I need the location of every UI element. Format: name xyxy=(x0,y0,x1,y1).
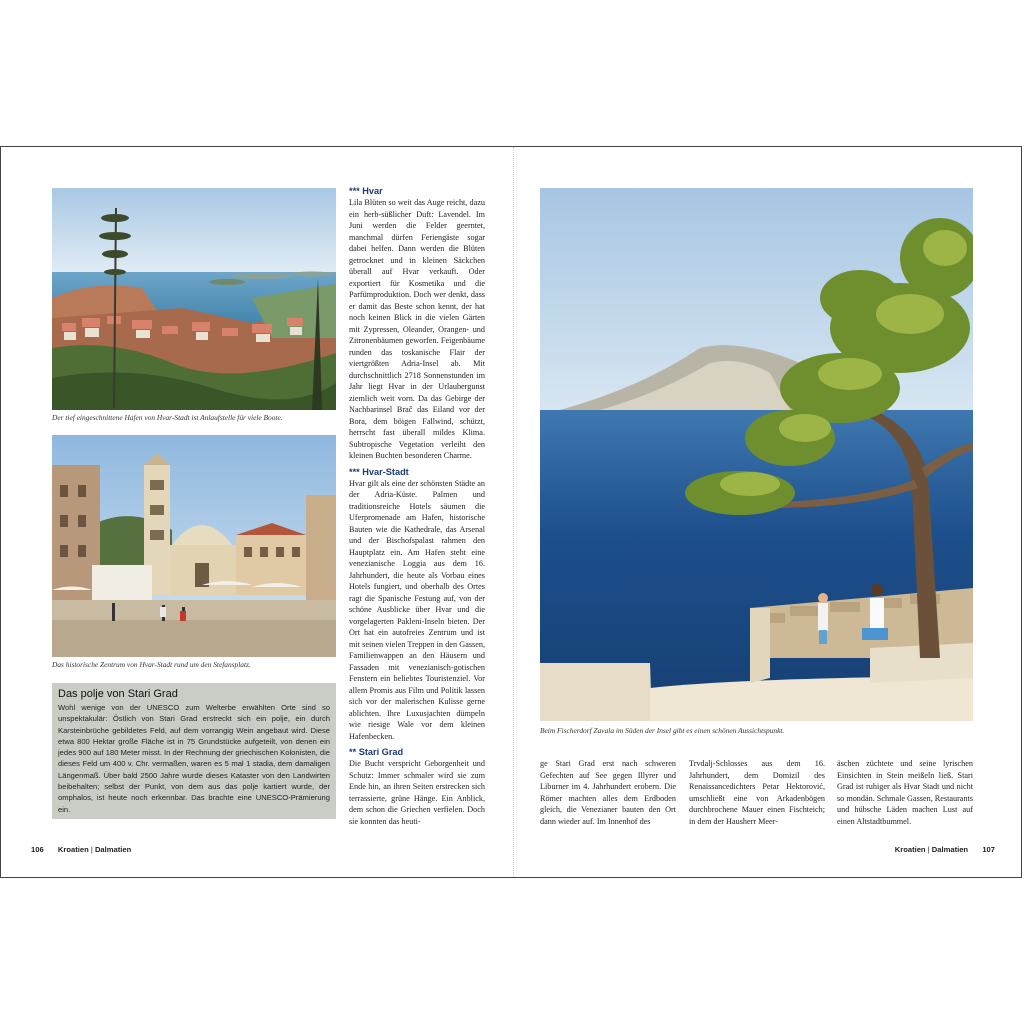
folio-right: Kroatien | Dalmatien 107 xyxy=(894,845,995,854)
harbor-photo xyxy=(52,188,336,410)
page-gutter xyxy=(513,147,514,877)
right-column-3: äschen züchtete und seine lyrischen Einsichten in Stein meißeln ließ. Stari Grad ist ruhiger als Hvar Stadt und nicht so mondän. Schmale Gassen, Restaurants und hübsche Läden machen Lust auf einen Altstadtbummel. xyxy=(837,759,973,826)
right-column-2: Trvdalj-Schlosses aus dem 16. Jahrhundert, dem Domizil des Renaissancedichters Petar Hektorović, umschließt eine von Arkadenbögen durchbrochene Mauer einen Fischteich; in dem der Hausherr Meer- xyxy=(689,759,825,826)
sidebar-title: Das polje von Stari Grad xyxy=(58,688,178,700)
folio-region-right: Dalmatien xyxy=(931,845,969,854)
heading-hvar: *** Hvar xyxy=(349,186,383,196)
coast-photo xyxy=(540,188,973,721)
coast-caption: Beim Fischerdorf Zavala im Süden der Insel gibt es einen schönen Aussichtspunkt. xyxy=(540,726,785,735)
sidebar-text: Wohl wenige von der UNESCO zum Welterbe erwählten Orte sind so unspektakulär: Östlich von Stari Grad erstreckt sich ein polje, ein durch Karsteinbrüche gebildetes Feld, auf dem vorrangig Wein angebaut wird. Diese etwa 800 Hektar große Fläche ist in 75 Grundstücke aufgeteilt, von denen ein jedes 900 auf 180 Meter misst. In der Rechnung der griechischen Kolonisten, die dieses Feld um 400 v. Chr. vermaßen, waren es 5 mal 1 stadia, dem damaligen Längenmaß. Über bald 2500 Jahre wurde dieses Kataster von den Landwirten beibehalten; selbst der Punkt, von dem aus das polje kartiert wurde, der omphalos, ist heute noch erkennbar. Das brachte eine UNESCO-Prämierung ein. xyxy=(58,703,330,814)
sidebar-box xyxy=(52,683,336,819)
book-spread xyxy=(0,146,1022,878)
text-column xyxy=(349,185,485,827)
folio-section-right: Kroatien xyxy=(894,845,926,854)
right-column-1: ge Stari Grad erst nach schweren Gefechten auf See gegen Illyrer und Liburner im 4. Jahrhundert erobern. Die Römer machten alles dem Erdboden gleich, die Venezianer bauten den Ort dann wieder auf. Im Innenhof des xyxy=(540,759,676,826)
text-stari-grad: Die Bucht verspricht Geborgenheit und Schutz: Immer schmaler wird sie zum Ende hin, an ihren Seiten erstrecken sich terrassierte, grüne Hänge. Ein Anblick, dem schon die Griechen verfielen. Doch sie konnten das heuti- xyxy=(349,759,485,826)
text-hvar-stadt: Hvar gilt als eine der schönsten Städte an der Adria-Küste. Palmen und traditionsreiche Hotels säumen die Uferpromenade am Hafen, historische Bauten wie die Kathedrale, das Arsenal und der Bischofspalast rahmen den Hauptplatz ein. Am Hafen steht eine venezianische Loggia aus dem 16. Jahrhundert, die heute als Vorbau eines Hotels fungiert, und oberhalb des Ortes ragt die Spanische Festung auf, von der schöne Ausblicke über Hvar und die vorgelagerten Pakleni-Inseln bieten. Der Ort hat ein autofreies Zentrum und ist mit seinen vielen Treppen in den Gassen, Familienwappen an den Häusern und Fassaden mit venezianisch-gotischen Fenstern ein beliebtes Touristenziel. Vor allem Promis aus Film und Politik lassen sich vor der malerischen Kulisse gerne ablichten. Ihre Luxusjachten dümpeln wie riesige Wale vor dem kleinen Hafenbecken. xyxy=(349,478,485,741)
text-hvar: Lila Blüten so weit das Auge reicht, dazu ein herb-süßlicher Duft: Lavendel. Im Juni werden die Felder geerntet, manchmal dürfen Feriengäste sogar dabei helfen. Dann werden die Blüten getrocknet und in kleinen Säckchen überall auf Hvar verkauft. Oder exportiert für Kosmetika und die Parfümproduktion. Doch wer denkt, dass er damit das Beste schon kennt, der hat noch keinen Blick in die vielen Gärten mit Zypressen, Oleander, Orangen- und Zitronenbäumen geworfen. Feigenbäume runden das toskanische Flair der viertgrößten Adria-Insel ab. Mit durchschnittlich 2718 Sonnenstunden im Jahr liegt Hvar in der Urlaubergunst ziemlich weit vorn. Da das Gebirge der Nachbarinsel Brač das Eiland vor der Bora, dem böigen Fallwind, schützt, herrscht fast überall mildes Klima. Subtropische Vegetation verleiht den kleinen Buchten besonderen Charme. xyxy=(349,198,485,460)
page-number-right: 107 xyxy=(982,845,995,854)
square-caption: Das historische Zentrum von Hvar-Stadt rund um den Stefansplatz. xyxy=(52,660,251,669)
harbor-caption: Der tief eingeschnittene Hafen von Hvar-Stadt ist Anlaufstelle für viele Boote. xyxy=(52,413,283,422)
folio-region-left: Dalmatien xyxy=(94,845,132,854)
folio-left: 106 Kroatien | Dalmatien xyxy=(31,845,132,854)
heading-stari-grad: ** Stari Grad xyxy=(349,747,404,757)
square-photo xyxy=(52,435,336,657)
heading-hvar-stadt: *** Hvar-Stadt xyxy=(349,466,409,477)
folio-section-left: Kroatien xyxy=(57,845,89,854)
page-number-left: 106 xyxy=(31,845,44,854)
